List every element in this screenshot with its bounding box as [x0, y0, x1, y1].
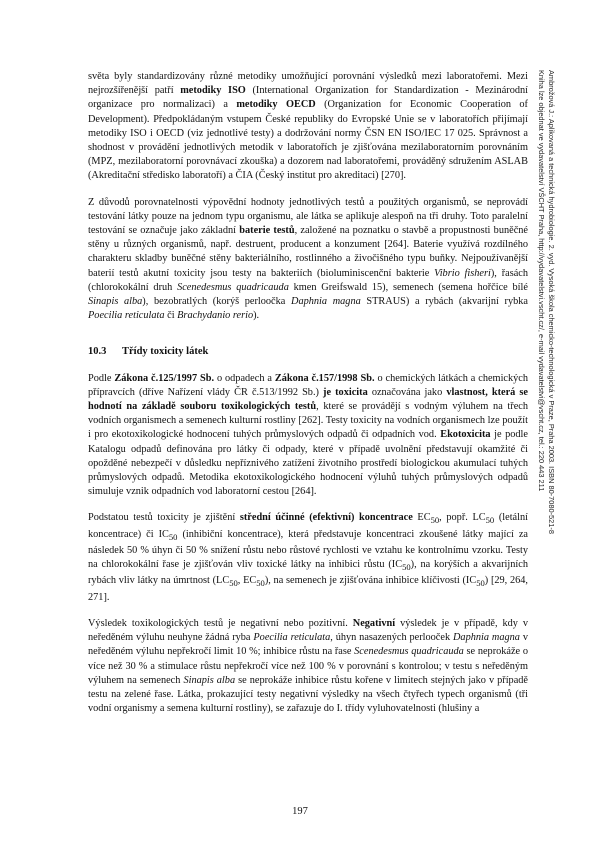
text: , které se provádějí s vodným výluhem na třech vodních organismech a semenech kulturní rostliny [262]. Testy toxicity na vodních organismech lze použít i pro ekotoxikologické hodnocení tuhých průmyslových odpadů či odpadních vod. [88, 401, 528, 441]
citation-line: Ambrožová J.: Aplikovaná a technická hydrobiologie. 2. vyd. Vysoká škola chemicko-technologická v Praze, Praha 2003. ISBN 80-7080-521-8 [547, 70, 556, 534]
subscript: 50 [485, 515, 495, 526]
bold-term: Negativní [352, 617, 396, 629]
ordering-line: Kniha lze objednat ve vydavatelství VŠCHT Praha, http://vydavatelstvi.vscht.cz/, e-mail vydavatelstvi@vscht.cz, tel.: 220 443 211 [537, 70, 546, 492]
subscript: 50 [476, 578, 485, 589]
page-body [88, 70, 528, 728]
section-title: Třídy toxicity látek [122, 346, 209, 358]
subscript: 50 [229, 578, 238, 589]
text: či [164, 310, 178, 322]
text: , popř. LC [439, 512, 486, 524]
species-name: Scenedesmus quadricauda [177, 281, 289, 293]
species-name: Brachydanio rerio [177, 310, 254, 322]
section-number: 10.3 [88, 346, 107, 358]
bold-term: metodiky OECD [236, 99, 316, 111]
subscript: 50 [402, 562, 411, 573]
text: , založené na poznatku o stavbě a propustnosti buněčné stěny u různých organismů, např. destruent, producent a konzument [264]. Baterie využívá rozdílného charakteru skladby buněčné stěny bakteriálního, rostlinného a živočišného typu buňky. Nejpoužívanější baterií testů akutní toxicity jsou testy na bakteriích (bioluminiscenční bakterie [88, 225, 528, 279]
bold-term: Ekotoxicita [440, 429, 491, 441]
paragraph-test-results [88, 617, 528, 716]
text: (Organization for Economic Cooperation of Development). Předpokládaným vstupem České republiky do Evropské Unie se v laboratořích přijímají metodiky ISO i OECD (viz jednotlivé testy) a dodržování normy ČSN EN ISO/IEC 17 025. Správnost a shodnost v provádění jednotlivých metodik v laboratořích je zjišťována mezilaboratorním porovnáním (MPZ, mezilaboratorní porovnávací zkouška) a dozorem nad laboratořemi, prováděný sdružením ASLAB (Akreditační středisko laboratoří) a ČIA (Český institut pro akreditaci) [270]. [88, 99, 528, 182]
text: o chemických látkách a chemických přípravcích (dříve Nařízení vlády ČR č.513/1992 Sb.) [88, 372, 529, 398]
text: (inhibiční koncentrace), která představuje koncentraci zkoušené látky mající za následek 50 % úhyn či 50 % snížení růstu nebo růstové rychlosti ve vztahu ke kontrolnímu vzorku. Testy na chlorokokální řase je zjišťován vliv toxické látky na inhibici růstu (IC [88, 528, 528, 571]
text: Z důvodů porovnatelnosti výpovědní hodnoty jednotlivých testů a použitých organismů, se neprovádí testování látky pouze na jednom typu organismu, ale látka se aplikuje alespoň na tři druhy. Toto paralelní testování se označuje jako základní [88, 196, 528, 237]
text: se neprokáže o více než 30 % a stimulace růstu nepřekročí více než 100 % v porovnání s kontrolou; v testu s neředěným výluhem na semenech [88, 646, 528, 686]
text: Výsledek toxikologických testů je negativní nebo pozitivní. [88, 617, 353, 629]
section-heading [88, 345, 528, 359]
text: ), na korýších a akvarijních rybách vliv látky na úmrtnost (LC [88, 559, 529, 587]
species-name: Sinapis alba [88, 296, 143, 308]
text: označována jako [367, 386, 447, 398]
vertical-citation-note [536, 70, 556, 534]
subscript: 50 [430, 515, 440, 526]
text: se neprokáže inhibice růstu kořene v limitech stejných jako v případě testu na zelené řase. Látka, prokazující testy negativní výsledky na všech čtyřech typech organismů (tři vodní organismy a semena kulturní rostliny), se zařazuje do I. třídy vyluhovatelnosti (hlušiny a [88, 674, 528, 715]
text: kmen Greifswald 15), semenech (semena hořčice bílé [288, 281, 528, 293]
paragraph-toxicity-law [88, 372, 528, 500]
bold-term: je toxicita [323, 386, 368, 398]
text: ) [29, 264, 271]. [88, 575, 528, 603]
text: , úhyn nasazených perlooček [330, 632, 453, 644]
text: (letální koncentrace) či IC [88, 512, 528, 540]
species-name: Daphnia magna [453, 632, 520, 644]
paragraph-standardization [88, 70, 528, 184]
paragraph-effective-concentration [88, 511, 528, 604]
species-name: Poecilia reticulata [253, 632, 331, 644]
bold-term: Zákona č.125/1997 Sb. [114, 372, 215, 384]
text: ). [253, 310, 260, 322]
text: ), řasách (chlorokokální druh [88, 267, 528, 293]
species-name: Daphnia magna [291, 296, 361, 308]
page-number: 197 [292, 806, 308, 817]
text: (International Organization for Standardization - Mezinárodní organizace pro normalizaci) a [88, 85, 528, 111]
text: výsledek je v případě, kdy v neředěném výluhu neuhyne žádná ryba [88, 617, 528, 644]
text: je podle Katalogu odpadů definována pro látky či odpady, které v případě uvolnění představují okamžité či opožděné nebezpečí v důsledku nepříznivého zatížení životního prostředí biologickou akumulací tuhých průmyslových odpadů. Metodika ekotoxikologického hodnocení výluhů tuhých průmyslových odpadů simuluje vznik odpadních vod laboratorní cestou [264]. [88, 429, 528, 498]
bold-term: baterie testů [239, 225, 295, 237]
text: v neředěném výluhu nepřekročí limit 10 %; inhibice růstu na řase [88, 632, 528, 658]
text: STRAUS) a rybách (akvarijní rybka [360, 296, 529, 308]
bold-term: Zákona č.157/1998 Sb. [274, 372, 375, 384]
text: ), bezobratlých (korýš perloočka [142, 296, 292, 308]
species-name: Poecilia reticulata [88, 310, 165, 322]
text: Podle [88, 372, 115, 384]
text: o odpadech a [214, 372, 275, 384]
text: , EC [237, 575, 257, 587]
paragraph-test-battery [88, 196, 528, 324]
text: EC [412, 512, 431, 524]
text: ), na semenech je zjišťována inhibice klíčivosti (IC [264, 575, 477, 587]
subscript: 50 [168, 531, 178, 542]
text: Podstatou testů toxicity je zjištění [88, 512, 240, 524]
species-name: Sinapis alba [183, 674, 236, 686]
subscript: 50 [256, 578, 265, 589]
bold-term: metodiky ISO [180, 85, 246, 97]
bold-term: střední účinné (efektivní) koncentrace [239, 512, 413, 524]
bold-term: vlastnost, která se hodnotí na základě souboru toxikologických testů [88, 386, 528, 413]
species-name: Scenedesmus quadricauda [354, 646, 464, 658]
species-name: Vibrio fisheri [434, 267, 491, 279]
text: světa byly standardizovány různé metodiky umožňující porovnání výsledků mezi laboratořemi. Mezi nejrozšířenější patří [88, 71, 528, 97]
